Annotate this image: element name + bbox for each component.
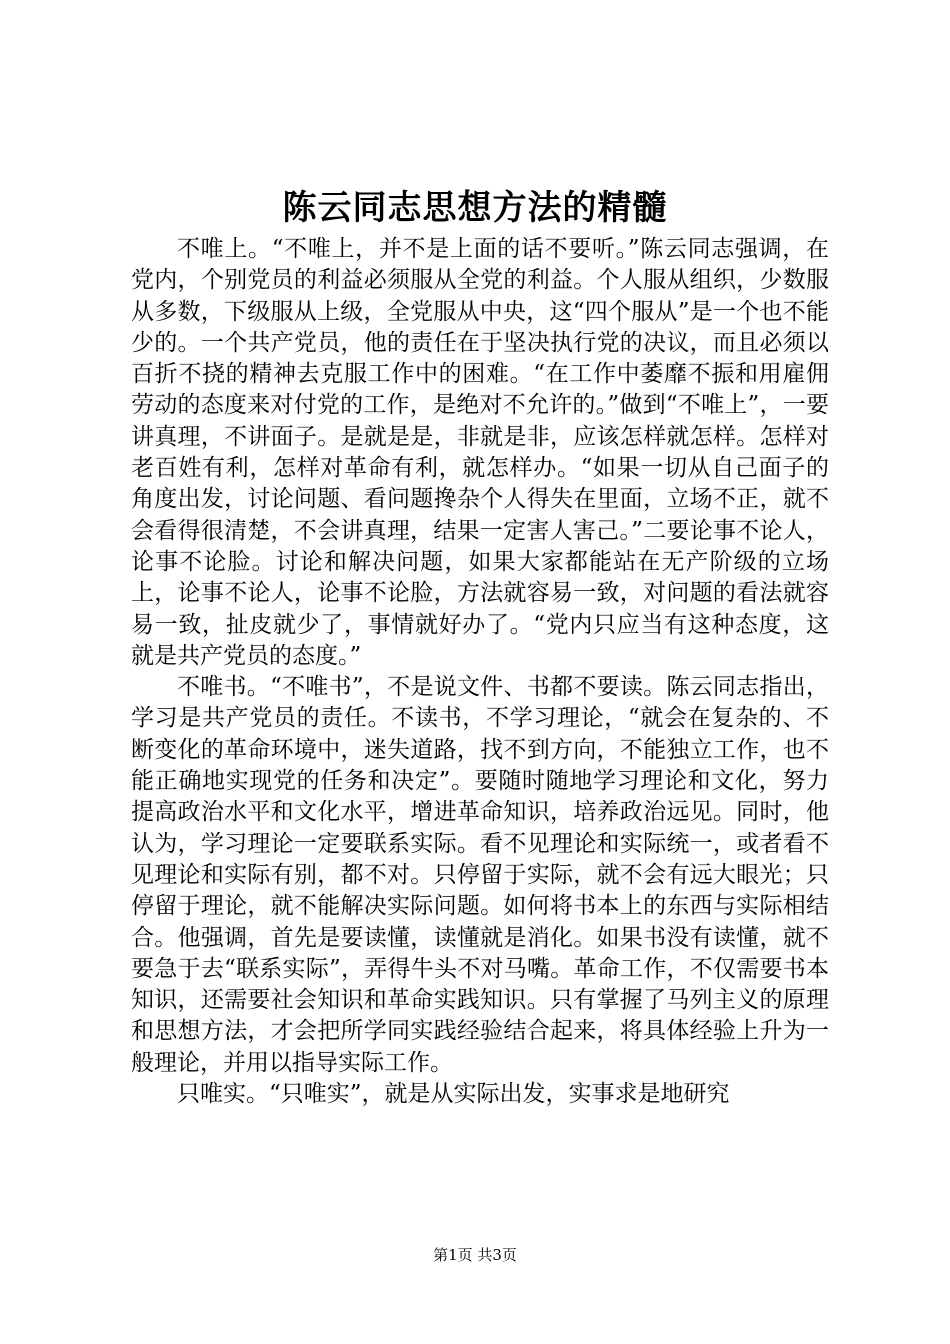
paragraph-bu-wei-shang: 不唯上。“不唯上，并不是上面的话不要听。”陈云同志强调，在党内，个别党员的利益必须服从全党的利益。个人服从组织，少数服从多数，下级服从上级，全党服从中央，这“四个服从”是一个也不能少的。一个共产党员，他的责任在于坚决执行党的决议，而且必须以百折不挠的精神去克服工作中的困难。“在工作中萎靡不振和用雇佣劳动的态度来对付党的工作，是绝对不允许的。”做到“不唯上”，一要讲真理，不讲面子。是就是是，非就是非，应该怎样就怎样。怎样对老百姓有利，怎样对革命有利，就怎样办。“如果一切从自己面子的角度出发，讨论问题、看问题搀杂个人得失在里面，立场不正，就不会看得很清楚，不会讲真理，结果一定害人害己。”二要论事不论人，论事不论脸。讨论和解决问题，如果大家都能站在无产阶级的立场上，论事不论人，论事不论脸，方法就容易一致，对问题的看法就容易一致，扯皮就少了，事情就好办了。“党内只应当有这种态度，这就是共产党员的态度。” — [131, 236, 829, 669]
paragraph-bu-wei-shu: 不唯书。“不唯书”，不是说文件、书都不要读。陈云同志指出，学习是共产党员的责任。不读书，不学习理论，“就会在复杂的、不断变化的革命环境中，迷失道路，找不到方向，不能独立工作，也不能正确地实现党的任务和决定”。要随时随地学习理论和文化，努力提高政治水平和文化水平，增进革命知识，培养政治远见。同时，他认为，学习理论一定要联系实际。看不见理论和实际统一，或者看不见理论和实际有别，都不对。只停留于实际，就不会有远大眼光；只停留于理论，就不能解决实际问题。如何将书本上的东西与实际相结合。他强调，首先是要读懂，读懂就是消化。如果书没有读懂，就不要急于去“联系实际”，弄得牛头不对马嘴。革命工作，不仅需要书本知识，还需要社会知识和革命实践知识。只有掌握了马列主义的原理和思想方法，才会把所学同实践经验结合起来，将具体经验上升为一般理论，并用以指导实际工作。 — [131, 674, 829, 1076]
paragraph-zhi-wei-shi: 只唯实。“只唯实”，就是从实际出发，实事求是地研究 — [177, 1081, 730, 1108]
document-title: 陈云同志思想方法的精髓 — [282, 188, 668, 228]
document-body — [131, 234, 829, 1110]
page-number-footer: 第1页 共3页 — [433, 1246, 517, 1264]
